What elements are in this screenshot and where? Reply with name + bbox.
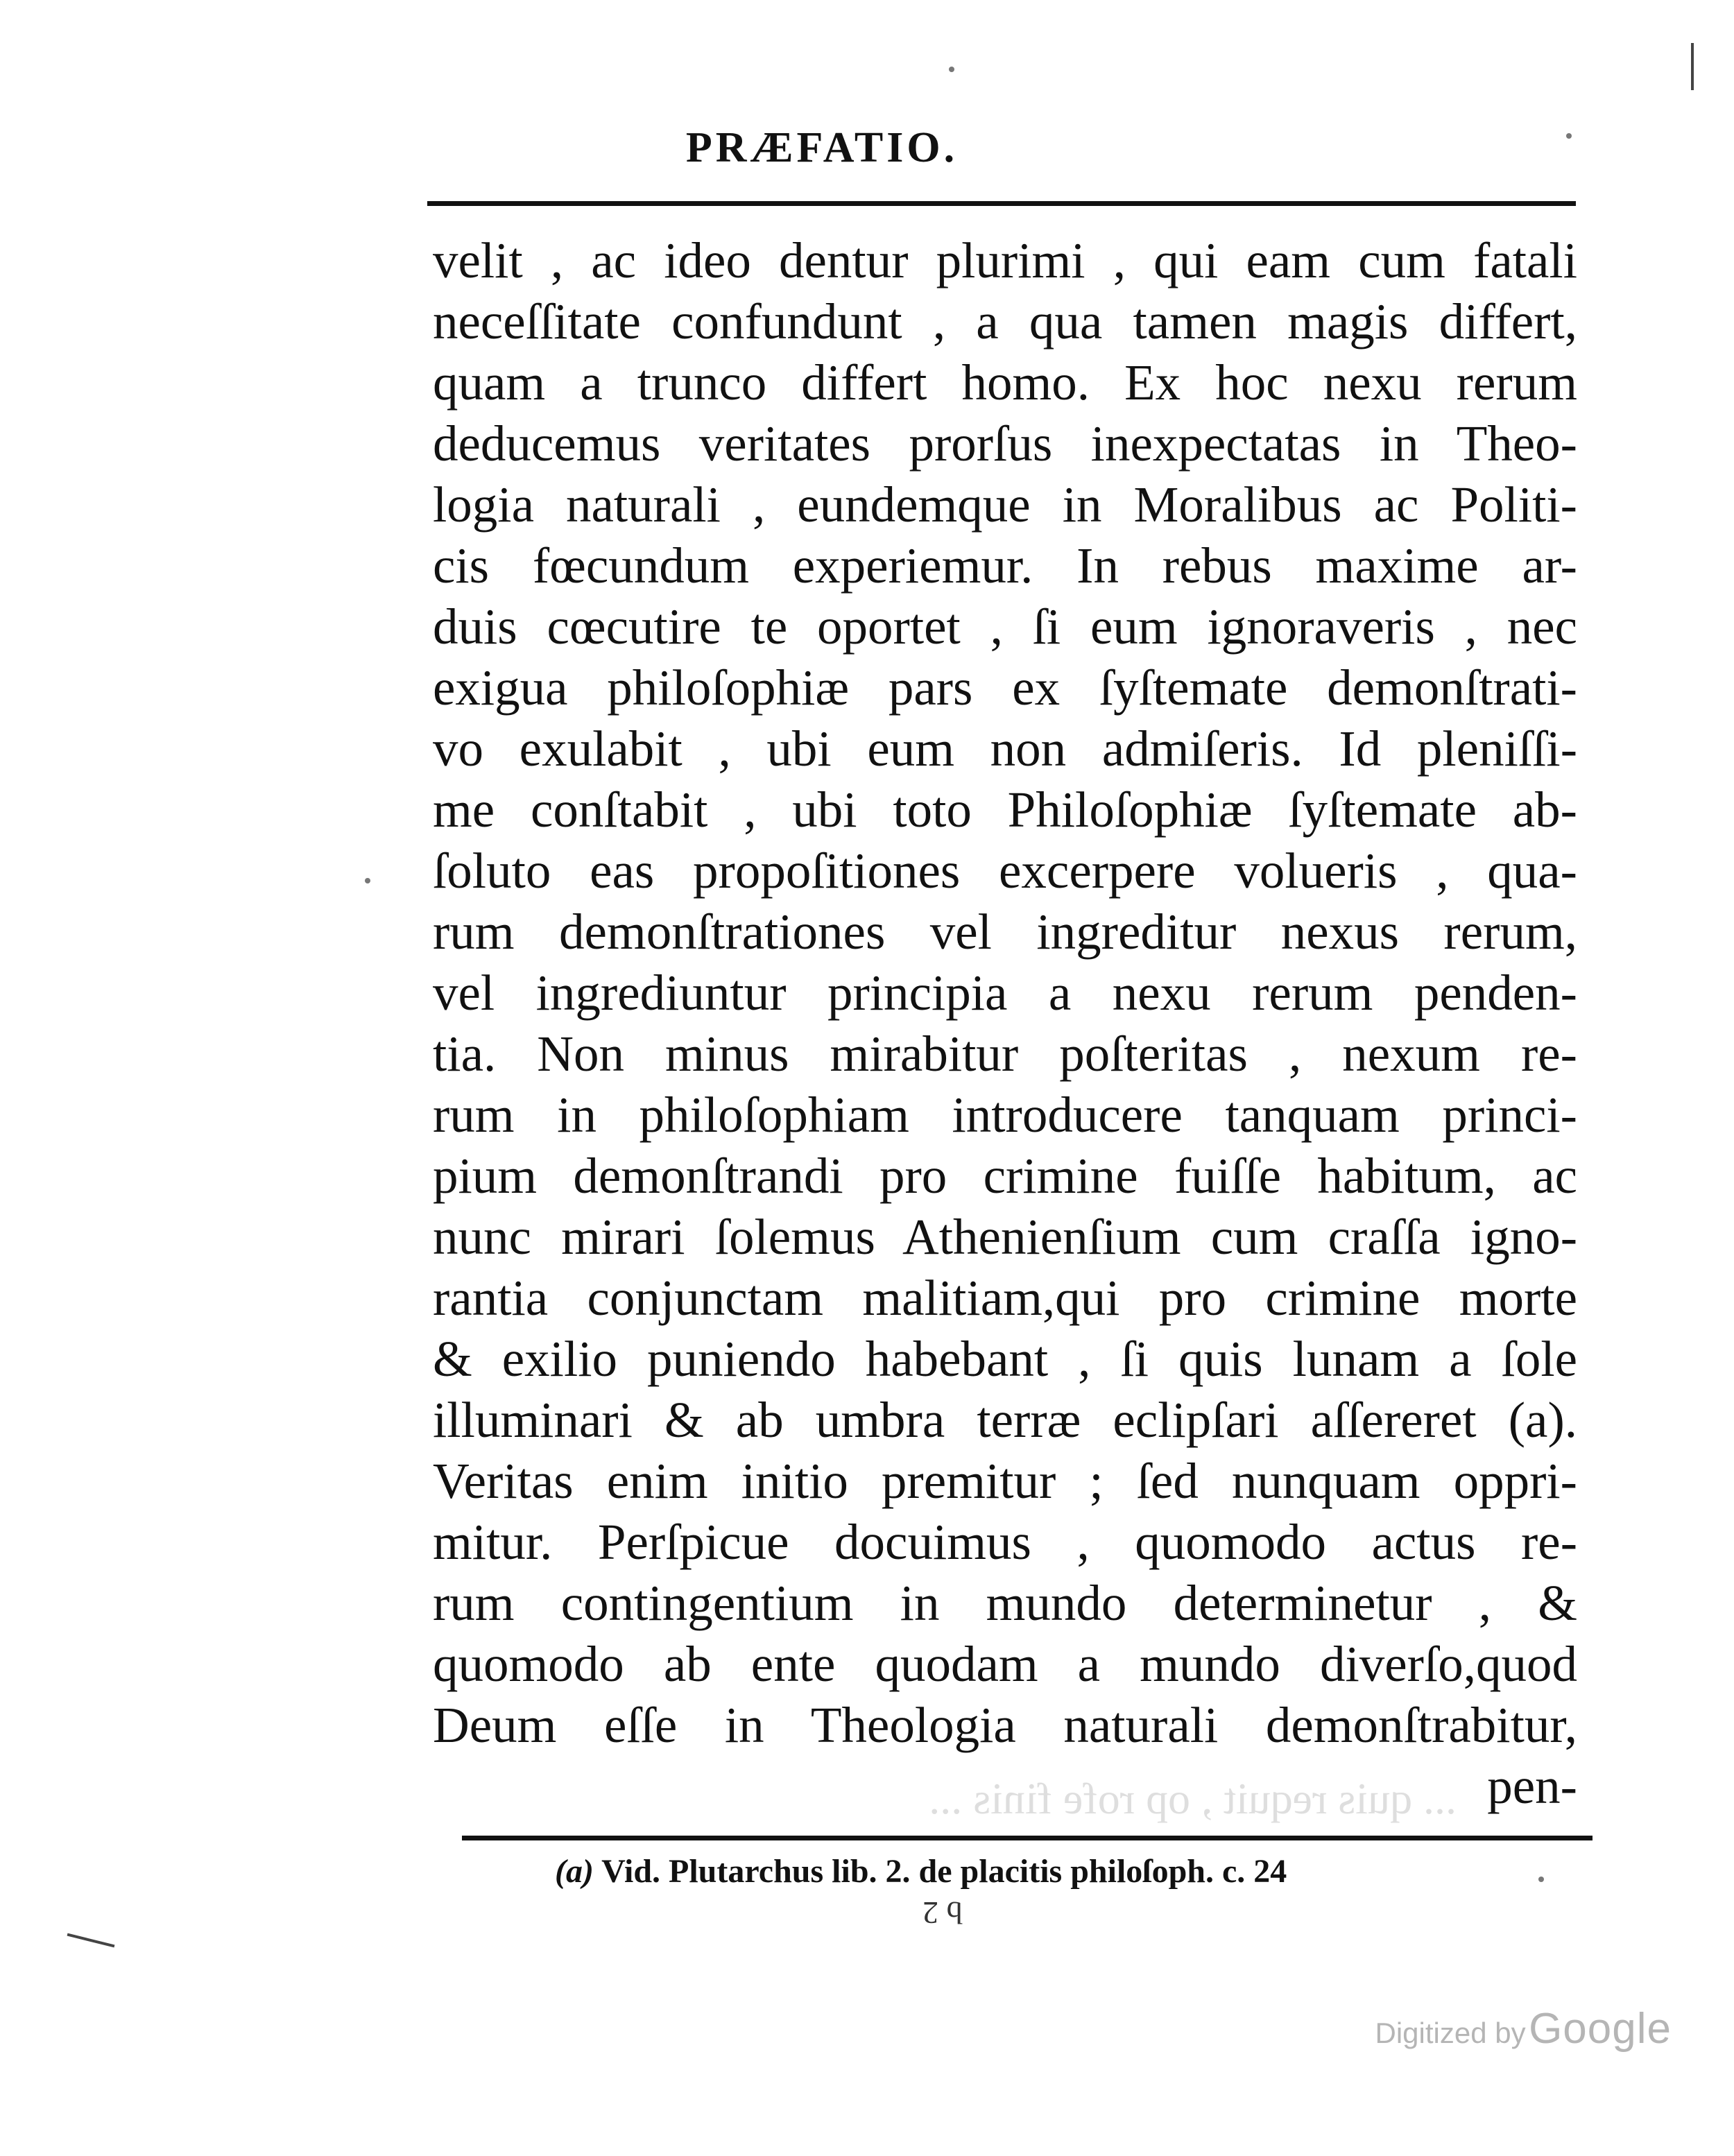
text-line: Deum eſſe in Theologia naturali demonſtrabitur, [433,1697,1577,1753]
text-line: pium demonſtrandi pro crimine fuiſſe habitum, ac [433,1148,1577,1204]
text-line: deducemus veritates prorſus inexpectatas in Theo- [433,415,1577,472]
scan-dust-dot [1566,133,1572,139]
scan-dust-dot [949,67,954,72]
catchword: pen- [1487,1758,1577,1814]
bleed-through-text: ... quis requit , op rofe finis ... [929,1774,1457,1823]
footnote-marker: (a) [555,1853,594,1890]
body-text [433,230,1577,1817]
text-line: rantia conjunctam malitiam,qui pro crimine morte [433,1270,1577,1326]
footnote-text: Vid. Plutarchus lib. 2. de placitis philoſoph. c. 24 [601,1853,1287,1890]
text-line: velit , ac ideo dentur plurimi , qui eam cum fatali [433,232,1577,288]
text-line: vel ingrediuntur principia a nexu rerum penden- [433,965,1577,1021]
text-line: logia naturali , eundemque in Moralibus ac Politi- [433,476,1577,533]
text-line: Veritas enim initio premitur ; ſed nunquam oppri- [433,1453,1577,1509]
text-line: exigua philoſophiæ pars ex ſyſtemate demonſtrati- [433,659,1577,716]
scan-dust-dot [365,878,370,883]
scan-dust-dot [1538,1877,1544,1882]
text-line: ſoluto eas propoſitiones excerpere volueris , qua- [433,843,1577,899]
text-line: tia. Non minus mirabitur poſteritas , nexum re- [433,1026,1577,1082]
text-line: & exilio puniendo habebant , ſi quis lunam a ſole [433,1331,1577,1387]
text-line: rum demonſtrationes vel ingreditur nexus rerum, [433,904,1577,960]
text-line: quam a trunco differt homo. Ex hoc nexu rerum [433,354,1577,411]
text-line: me conſtabit , ubi toto Philoſophiæ ſyſtemate ab- [433,782,1577,838]
scan-edge-mark [1691,43,1694,90]
text-line: cis fœcundum experiemur. In rebus maxime ar- [433,537,1577,594]
signature-mark: b 2 [922,1895,963,1931]
scan-smudge-mark [67,1933,115,1948]
text-line: rum in philoſophiam introducere tanquam princi- [433,1087,1577,1143]
text-line: duis cœcutire te oportet , ſi eum ignoraveris , nec [433,598,1577,655]
digitized-by-google-watermark [1375,2004,1672,2053]
text-line: rum contingentium in mundo determinetur , & [433,1575,1577,1631]
text-line: nunc mirari ſolemus Athenienſium cum craſſa igno- [433,1209,1577,1265]
google-logo-text: Google [1529,2005,1672,2053]
text-line: quomodo ab ente quodam a mundo diverſo,quod [433,1636,1577,1692]
footnote-rule [462,1836,1593,1840]
text-line: neceſſitate confundunt , a qua tamen magis differt, [433,293,1577,350]
text-line: vo exulabit , ubi eum non admiſeris. Id pleniſſi- [433,721,1577,777]
text-line: illuminari & ab umbra terræ eclipſari aſſereret (a). [433,1392,1577,1448]
text-line: mitur. Perſpicue docuimus , quomodo actus re- [433,1514,1577,1570]
header-rule [427,201,1576,206]
running-head: PRÆFATIO. [685,124,959,171]
footnote [555,1847,1287,1896]
watermark-prefix: Digitized by [1375,2017,1526,2049]
